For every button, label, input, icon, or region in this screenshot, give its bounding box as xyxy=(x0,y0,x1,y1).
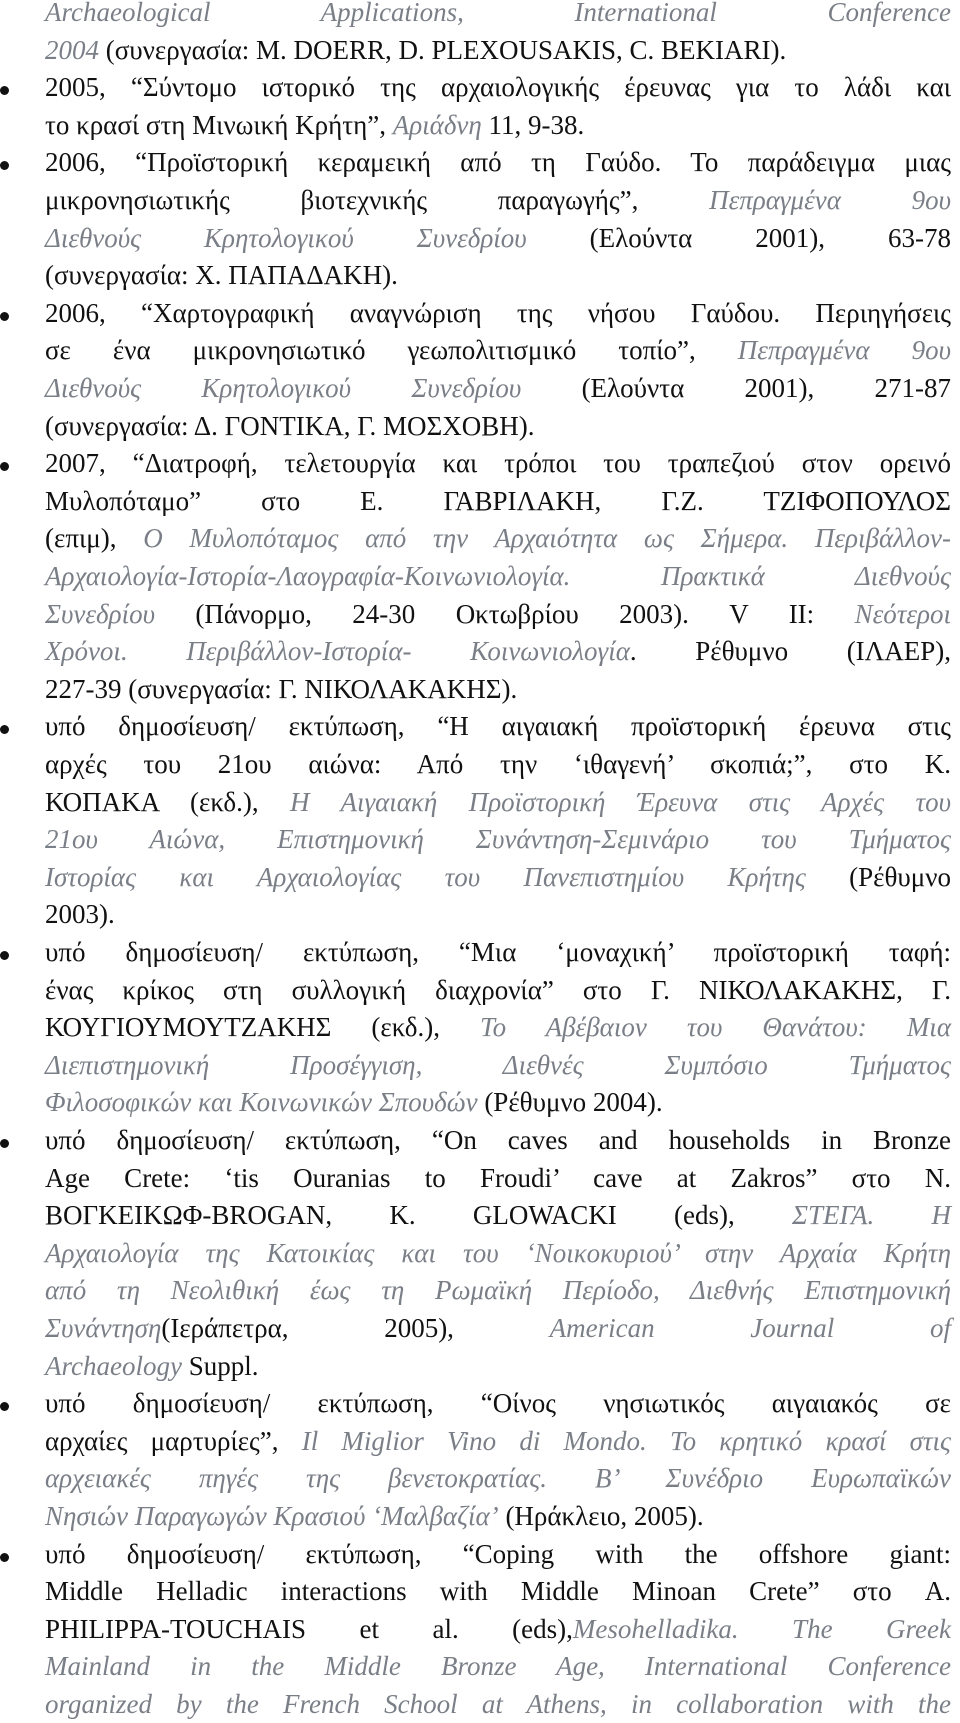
entry-line xyxy=(45,295,951,332)
italic-title-text: Χρόνοι. Περιβάλλον-Ιστορία- Κοινωνιολογία xyxy=(45,636,630,666)
entry-text: 2006, “Προϊστορική κεραμεική από τη Γαύδο. Το παράδειγμα μιας xyxy=(45,147,951,177)
entry-line xyxy=(45,1498,951,1535)
italic-title-text: Νησιών Παραγωγών Κρασιού ‘Μαλβαζία’ xyxy=(45,1501,499,1531)
entry-line xyxy=(45,1160,951,1197)
italic-title-text: Νεότεροι xyxy=(854,599,951,629)
entry-text: (Ιεράπετρα, 2005), xyxy=(161,1313,550,1343)
entry-text: υπό δημοσίευση/ εκτύπωση, “Οίνος νησιωτικός αιγαιακός σε xyxy=(45,1388,951,1418)
bullet-icon xyxy=(0,1402,9,1411)
entry-text: 2005, “Σύντομο ιστορικό της αρχαιολογικής έρευνας για το λάδι και xyxy=(45,72,951,102)
entry-line xyxy=(45,0,951,31)
italic-title-text: Αρχαιολογία-Ιστορία-Λαογραφία-Κοινωνιολογία. Πρακτικά Διεθνούς xyxy=(45,561,951,591)
italic-title-text: Συνεδρίου xyxy=(45,599,155,629)
italic-title-text: Πεπραγμένα 9ου xyxy=(709,185,951,215)
italic-title-text: American Journal of xyxy=(549,1313,952,1343)
entry-text: ΚΟΠΑΚΑ (εκδ.), xyxy=(45,787,291,817)
entry-text: 11, 9-38. xyxy=(481,110,585,140)
entry-text: . Ρέθυμνο (ΙΛΑΕΡ), xyxy=(629,636,951,666)
italic-title-text: Το Αβέβαιον του Θανάτου: Μια xyxy=(480,1012,951,1042)
entry-line xyxy=(45,972,951,1009)
entry-line xyxy=(45,934,951,971)
entry-line xyxy=(45,483,951,520)
entry-line xyxy=(45,1348,951,1385)
entry-text: 227-39 (συνεργασία: Γ. ΝΙΚΟΛΑΚΑΚΗΣ). xyxy=(45,674,518,704)
entry-line xyxy=(45,1235,951,1272)
entry-line xyxy=(45,1197,951,1234)
entry-line xyxy=(45,859,951,896)
entry-line xyxy=(45,1122,951,1159)
entry-line xyxy=(45,558,951,595)
entry-text: (συνεργασία: M. DOERR, D. PLEXOUSAKIS, C. BEKIARI). xyxy=(99,35,787,65)
entry-line xyxy=(45,520,951,557)
entry-text: (Ρέθυμνο xyxy=(805,862,951,892)
bullet-icon xyxy=(0,312,9,321)
entry-line xyxy=(45,1009,951,1046)
entry-line xyxy=(45,1084,951,1121)
bullet-icon xyxy=(0,1553,9,1562)
italic-title-text: από τη Νεολιθική έως τη Ρωμαϊκή Περίοδο, Διεθνής Επιστημονική xyxy=(45,1275,951,1305)
italic-title-text: Ιστορίας και Αρχαιολογίας του Πανεπιστημίου Κρήτης xyxy=(45,862,806,892)
bullet-icon xyxy=(0,462,9,471)
entry-text: Μυλοπόταμο” στο Ε. ΓΑΒΡΙΛΑΚΗ, Γ.Ζ. ΤΖΙΦΟΠΟΥΛΟΣ xyxy=(45,486,951,516)
entry-line xyxy=(45,408,951,445)
entry-line xyxy=(45,1310,951,1347)
italic-title-text: Διεπιστημονική Προσέγγιση, Διεθνές Συμπόσιο Τμήματος xyxy=(45,1050,951,1080)
entry-line xyxy=(45,1272,951,1309)
entry-text: ένας κρίκος στη συλλογική διαχρονία” στο Γ. ΝΙΚΟΛΑΚΑΚΗΣ, Γ. xyxy=(45,975,951,1005)
entry-line xyxy=(45,144,951,181)
entry-line xyxy=(45,332,951,369)
entry-line xyxy=(45,1573,951,1610)
entry-line xyxy=(45,1385,951,1422)
entry-text: Age Crete: ‘tis Ouranias to Froudi’ cave at Zakros” στο Ν. xyxy=(45,1163,951,1193)
italic-title-text: organized by the French School at Athens, in collaboration with the xyxy=(45,1689,951,1719)
italic-title-text: 21ου Αιώνα, Επιστημονική Συνάντηση-Σεμινάριο του Τμήματος xyxy=(45,824,951,854)
italic-title-text: αρχειακές πηγές της βενετοκρατίας. Β’ Συνέδριο Ευρωπαϊκών xyxy=(45,1463,951,1493)
entry-line xyxy=(45,671,951,708)
entry-line xyxy=(45,633,951,670)
entry-text: αρχαίες μαρτυρίες”, xyxy=(45,1426,302,1456)
entry-text: ΒΟΓΚΕΙΚΩΦ-BROGAN, K. GLOWACKI (eds), xyxy=(45,1200,792,1230)
entry-text: Suppl. xyxy=(181,1351,259,1381)
entry-text: (Πάνορμο, 24-30 Οκτωβρίου 2003). V II: xyxy=(154,599,855,629)
entry-line xyxy=(45,708,951,745)
entry-text: (επιμ), xyxy=(45,523,144,553)
entry-line xyxy=(45,107,951,144)
italic-title-text: 2004 xyxy=(45,35,99,65)
entry-text: (συνεργασία: Δ. ΓΟΝΤΙΚΑ, Γ. ΜΟΣΧΟΒΗ). xyxy=(45,411,535,441)
entry-text: υπό δημοσίευση/ εκτύπωση, “On caves and households in Bronze xyxy=(45,1125,951,1155)
entry-text: 2006, “Χαρτογραφική αναγνώριση της νήσου Γαύδου. Περιηγήσεις xyxy=(45,298,951,328)
entry-text: υπό δημοσίευση/ εκτύπωση, “Μια ‘μοναχική’ προϊστορική ταφή: xyxy=(45,937,951,967)
entry-line xyxy=(45,1611,951,1648)
bullet-icon xyxy=(0,951,9,960)
entry-line xyxy=(45,1686,951,1723)
entry-line xyxy=(45,896,951,933)
entry-text: ΚΟΥΓΙΟΥΜΟΥΤΖΑΚΗΣ (εκδ.), xyxy=(45,1012,481,1042)
italic-title-text: Mainland in the Middle Bronze Age, International Conference xyxy=(45,1651,951,1681)
italic-title-text: Ο Μυλοπόταμος από την Αρχαιότητα ως Σήμερα. Περιβάλλον- xyxy=(143,523,951,553)
italic-title-text: Η Αιγαιακή Προϊστορική Έρευνα στις Αρχές του xyxy=(290,787,952,817)
entry-line xyxy=(45,1648,951,1685)
italic-title-text: Αρχαιολογία της Κατοικίας και του ‘Νοικοκυριού’ στην Αρχαία Κρήτη xyxy=(45,1238,951,1268)
entry-line xyxy=(45,69,951,106)
entry-line xyxy=(45,257,951,294)
italic-title-text: Αριάδνη xyxy=(392,110,482,140)
entry-line xyxy=(45,220,951,257)
italic-title-text: ΣΤΕΓΑ. Η xyxy=(791,1200,951,1230)
italic-title-text: Φιλοσοφικών και Κοινωνικών Σπουδών xyxy=(45,1087,478,1117)
entry-text: σε ένα μικρονησιωτικό γεωπολιτισμικό τοπίο”, xyxy=(45,335,738,365)
italic-title-text: Il Miglior Vino di Mondo. Το κρητικό κρασί στις xyxy=(301,1426,952,1456)
italic-title-text: Mesohelladika. The Greek xyxy=(572,1614,951,1644)
entry-text: (Ηράκλειο, 2005). xyxy=(498,1501,704,1531)
entry-line xyxy=(45,32,951,69)
italic-title-text: Διεθνούς Κρητολογικού Συνεδρίου xyxy=(45,373,522,403)
entry-text: Middle Helladic interactions with Middle Minoan Crete” στο A. xyxy=(45,1576,951,1606)
entry-text: (Ελούντα 2001), 63-78 xyxy=(526,223,951,253)
bullet-icon xyxy=(0,86,9,95)
entry-line xyxy=(45,596,951,633)
entry-text: αρχές του 21ου αιώνα: Από την ‘ιθαγενή’ σκοπιά;”, στο Κ. xyxy=(45,749,951,779)
entry-line xyxy=(45,1536,951,1573)
entry-text: υπό δημοσίευση/ εκτύπωση, “Coping with the offshore giant: xyxy=(45,1539,951,1569)
entry-text: 2007, “Διατροφή, τελετουργία και τρόποι του τραπεζιού στον ορεινό xyxy=(45,448,951,478)
entry-text: υπό δημοσίευση/ εκτύπωση, “Η αιγαιακή προϊστορική έρευνα στις xyxy=(45,711,951,741)
entry-line xyxy=(45,1423,951,1460)
entry-line xyxy=(45,370,951,407)
entry-text: 2003). xyxy=(45,899,115,929)
entry-text: το κρασί στη Μινωική Κρήτη”, xyxy=(45,110,393,140)
italic-title-text: Συνάντηση xyxy=(45,1313,162,1343)
entry-line xyxy=(45,784,951,821)
entry-line xyxy=(45,746,951,783)
entry-text: (Ρέθυμνο 2004). xyxy=(477,1087,663,1117)
entry-line xyxy=(45,1047,951,1084)
bullet-icon xyxy=(0,725,9,734)
entry-text: (Ελούντα 2001), 271-87 xyxy=(521,373,951,403)
italic-title-text: Archaeology xyxy=(45,1351,182,1381)
entry-line xyxy=(45,1460,951,1497)
italic-title-text: Πεπραγμένα 9ου xyxy=(737,335,951,365)
entry-text: (συνεργασία: Χ. ΠΑΠΑΔΑΚΗ). xyxy=(45,260,398,290)
entry-line xyxy=(45,821,951,858)
bullet-icon xyxy=(0,1139,9,1148)
entry-text: PHILIPPA-TOUCHAIS et al. (eds), xyxy=(45,1614,573,1644)
entry-text: μικρονησιωτικής βιοτεχνικής παραγωγής”, xyxy=(45,185,710,215)
entry-line xyxy=(45,445,951,482)
italic-title-text: Archaeological Applications, International Conference xyxy=(45,0,951,27)
bullet-icon xyxy=(0,161,9,170)
entry-line xyxy=(45,182,951,219)
italic-title-text: Διεθνούς Κρητολογικού Συνεδρίου xyxy=(45,223,527,253)
